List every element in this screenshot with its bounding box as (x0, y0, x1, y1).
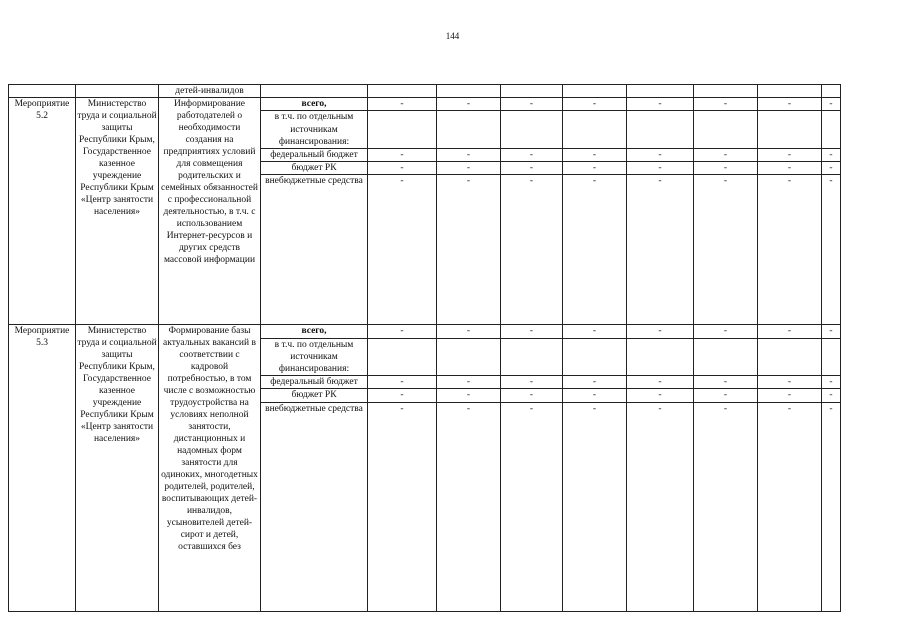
amount-cell: - (694, 402, 758, 611)
amount-cell: - (563, 98, 627, 111)
funding-source-label: федеральный бюджет (261, 149, 368, 162)
amount-cell: - (368, 389, 437, 402)
empty-cell (694, 111, 758, 149)
empty-cell (694, 85, 758, 98)
empty-cell (627, 85, 694, 98)
empty-cell (627, 338, 694, 376)
amount-cell: - (437, 162, 501, 175)
amount-cell: - (501, 402, 563, 611)
amount-cell: - (437, 149, 501, 162)
amount-cell: - (822, 402, 841, 611)
amount-cell: - (368, 325, 437, 338)
amount-cell: - (758, 325, 822, 338)
amount-cell: - (563, 389, 627, 402)
amount-cell: - (627, 402, 694, 611)
empty-cell (437, 338, 501, 376)
amount-cell: - (627, 325, 694, 338)
funding-source-label: всего, (261, 98, 368, 111)
table-body (9, 85, 841, 612)
empty-cell (758, 85, 822, 98)
funding-source-label: всего, (261, 325, 368, 338)
measure-description: Формирование базы актуальных вакансий в соответствии с кадровой потребностью, в том числе с возможностью трудоустройства на условиях неполной занятости, дистанционных и надомных форм занятости для одиноких, многодетных родителей, родителей, воспитывающих детей-инвалидов, усыновителей детей-сирот и детей, оставшихся без (159, 325, 261, 611)
amount-cell: - (368, 402, 437, 611)
empty-cell (563, 338, 627, 376)
amount-cell: - (758, 98, 822, 111)
amount-cell: - (627, 98, 694, 111)
amount-cell: - (368, 98, 437, 111)
table-row (9, 85, 841, 98)
empty-cell (261, 85, 368, 98)
funding-source-label: в т.ч. по отдельным источникам финансирования: (261, 111, 368, 149)
empty-cell (368, 338, 437, 376)
measure-code: Мероприятие 5.3 (9, 325, 76, 611)
measure-description: Информирование работодателей о необходимости создания на предприятиях условий для совмещения родительских и семейных обязанностей с профессиональной деятельностью, в т.ч. с использованием Интернет-ресурсов и других средств массовой информации (159, 98, 261, 325)
amount-cell: - (501, 389, 563, 402)
amount-cell: - (822, 162, 841, 175)
amount-cell: - (437, 376, 501, 389)
amount-cell: - (563, 376, 627, 389)
empty-cell (694, 338, 758, 376)
amount-cell: - (437, 98, 501, 111)
amount-cell: - (368, 175, 437, 325)
funding-source-label: внебюджетные средства (261, 175, 368, 325)
amount-cell: - (694, 389, 758, 402)
amount-cell: - (368, 149, 437, 162)
amount-cell: - (563, 402, 627, 611)
amount-cell: - (368, 162, 437, 175)
amount-cell: - (758, 389, 822, 402)
amount-cell: - (437, 389, 501, 402)
empty-cell (368, 85, 437, 98)
amount-cell: - (627, 149, 694, 162)
funding-source-label: внебюджетные средства (261, 402, 368, 611)
amount-cell: - (501, 376, 563, 389)
amount-cell: - (501, 149, 563, 162)
amount-cell: - (368, 376, 437, 389)
measure-code: Мероприятие 5.2 (9, 98, 76, 325)
financing-table (8, 84, 841, 612)
measure-executor: Министерство труда и социальной защиты Республики Крым, Государственное казенное учреждение Республики Крым «Центр занятости населения» (76, 98, 159, 325)
table-row (9, 98, 841, 111)
amount-cell: - (501, 162, 563, 175)
amount-cell: - (627, 175, 694, 325)
amount-cell: - (437, 325, 501, 338)
amount-cell: - (627, 376, 694, 389)
empty-cell (501, 85, 563, 98)
amount-cell: - (627, 162, 694, 175)
empty-cell (437, 85, 501, 98)
empty-cell (76, 85, 159, 98)
amount-cell: - (822, 149, 841, 162)
amount-cell: - (694, 325, 758, 338)
empty-cell (563, 85, 627, 98)
amount-cell: - (437, 175, 501, 325)
empty-cell (501, 111, 563, 149)
funding-source-label: в т.ч. по отдельным источникам финансирования: (261, 338, 368, 376)
measure-executor: Министерство труда и социальной защиты Республики Крым, Государственное казенное учреждение Республики Крым «Центр занятости населения» (76, 325, 159, 611)
funding-source-label: бюджет РК (261, 162, 368, 175)
empty-cell (822, 111, 841, 149)
amount-cell: - (694, 162, 758, 175)
empty-cell (758, 338, 822, 376)
empty-cell (822, 338, 841, 376)
empty-cell (9, 85, 76, 98)
amount-cell: - (758, 162, 822, 175)
amount-cell: - (758, 376, 822, 389)
amount-cell: - (563, 149, 627, 162)
amount-cell: - (501, 325, 563, 338)
amount-cell: - (563, 162, 627, 175)
amount-cell: - (822, 376, 841, 389)
amount-cell: - (822, 98, 841, 111)
funding-source-label: федеральный бюджет (261, 376, 368, 389)
continuation-text: детей-инвалидов (159, 85, 261, 98)
empty-cell (627, 111, 694, 149)
amount-cell: - (694, 98, 758, 111)
empty-cell (368, 111, 437, 149)
amount-cell: - (758, 402, 822, 611)
amount-cell: - (694, 149, 758, 162)
amount-cell: - (501, 98, 563, 111)
amount-cell: - (694, 175, 758, 325)
empty-cell (437, 111, 501, 149)
amount-cell: - (758, 175, 822, 325)
funding-source-label: бюджет РК (261, 389, 368, 402)
empty-cell (501, 338, 563, 376)
empty-cell (563, 111, 627, 149)
amount-cell: - (563, 175, 627, 325)
amount-cell: - (822, 389, 841, 402)
amount-cell: - (437, 402, 501, 611)
amount-cell: - (822, 175, 841, 325)
empty-cell (758, 111, 822, 149)
amount-cell: - (822, 325, 841, 338)
amount-cell: - (694, 376, 758, 389)
table-row (9, 325, 841, 338)
amount-cell: - (627, 389, 694, 402)
amount-cell: - (563, 325, 627, 338)
empty-cell (822, 85, 841, 98)
amount-cell: - (758, 149, 822, 162)
page-number: 144 (445, 31, 460, 41)
amount-cell: - (501, 175, 563, 325)
